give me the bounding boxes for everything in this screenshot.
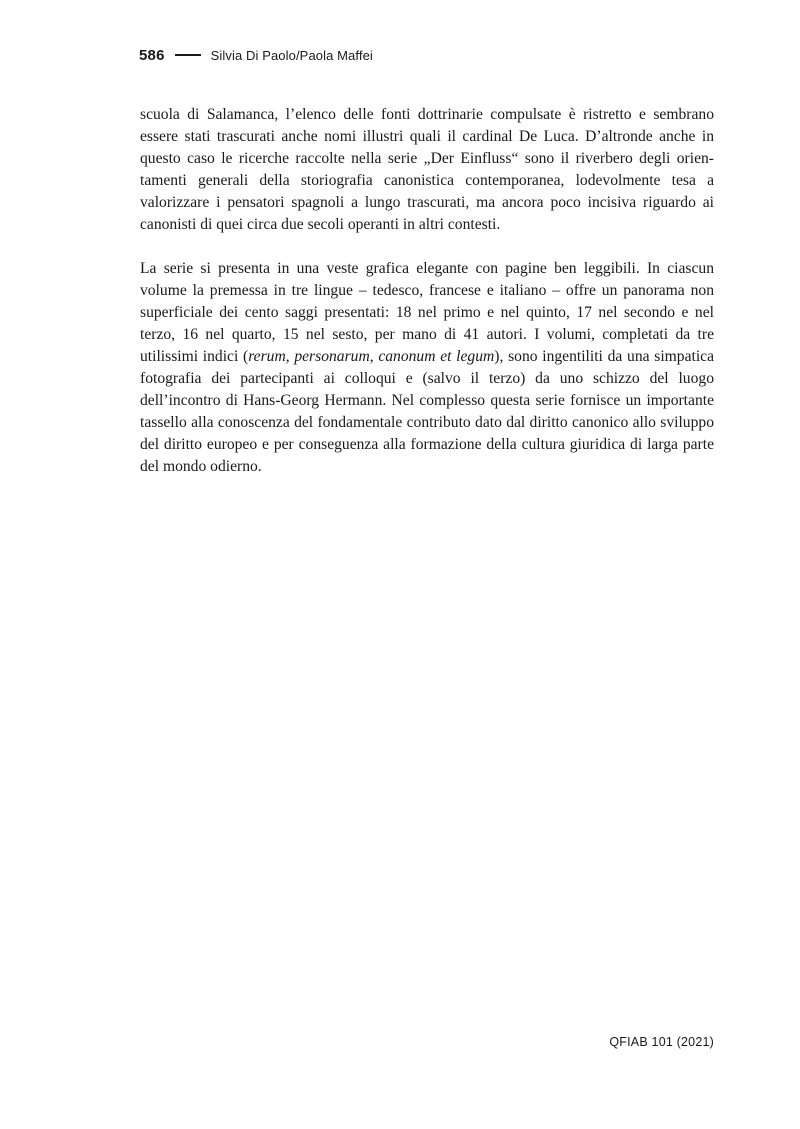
- running-head: [139, 44, 373, 66]
- paragraph-text: ,: [369, 348, 379, 365]
- article-body: [140, 104, 714, 478]
- paragraph-1: [140, 104, 714, 236]
- paragraph-text: La serie si presenta in una veste grafica elegante con pagine ben leggibili. In ciascun volume la premessa in tre lingue – tedesco, francese e italiano – offre un panorama non superficiale dei cento saggi presentati: 18 nel primo e nel quinto, 17 nel secondo e nel terzo, 16 nel quarto, 15 nel sesto, per mano di 41 autori. I volumi, completati da tre utilissimi indici (: [140, 260, 714, 365]
- paragraph-2: [140, 258, 714, 478]
- paragraph-text: scuola di Salamanca, l’elenco delle fonti dottrinarie compulsate è ristretto e sembrano essere stati trascurati anche nomi illustri quali il cardinal De Luca. D’altronde anche in questo caso le ricerche raccolte nella serie „Der Einfluss“ sono il riverbero degli orientamenti generali della storiografia canonistica contemporanea, lodevolmente tesa a valorizzare i pensatori spagnoli a lungo trascurati, ma ancora poco incisiva riguardo ai canonisti di quei circa due secoli operanti in altri contesti.: [140, 106, 714, 233]
- paragraph-text: ), sono ingentiliti da una simpatica fotografia dei partecipanti ai colloqui e (salvo il terzo) da uno schizzo del luogo dell’incontro di Hans-Georg Hermann. Nel complesso questa serie fornisce un importante tassello alla conoscenza del fondamentale contributo dato dal diritto canonico allo sviluppo del diritto europeo e per conseguenza alla formazione della cultura giuridica di larga parte del mondo odierno.: [140, 348, 715, 475]
- index-title-personarum: personarum: [294, 348, 370, 365]
- header-rule: [175, 54, 201, 56]
- paragraph-text: ,: [285, 348, 295, 365]
- index-title-rerum: rerum: [248, 348, 286, 365]
- page-number: 586: [139, 46, 165, 64]
- running-head-authors: Silvia Di Paolo/Paola Maffei: [210, 47, 373, 63]
- journal-reference: QFIAB 101 (2021): [609, 1035, 714, 1049]
- index-title-canonum: canonum et legum: [378, 348, 495, 365]
